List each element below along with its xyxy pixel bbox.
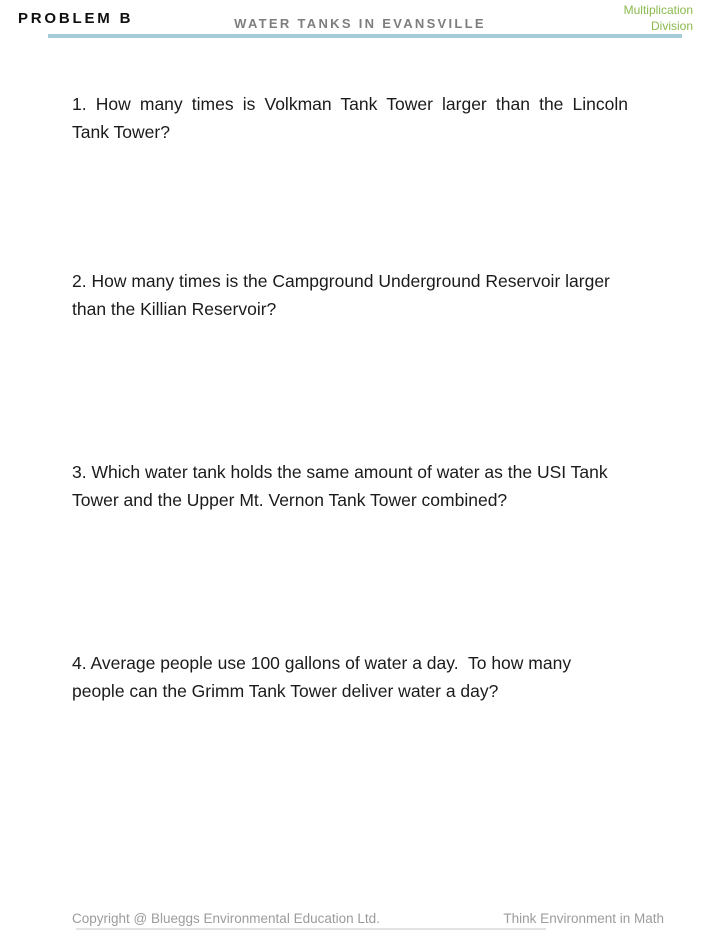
topic-tag-multiplication: Multiplication <box>623 3 693 17</box>
question-1-line-1: 1. How many times is Volkman Tank Tower larger than the Lincoln <box>72 94 628 114</box>
question-3-line-1: 3. Which water tank holds the same amount of water as the USI Tank <box>72 462 608 482</box>
question-2 <box>72 267 652 323</box>
question-4 <box>72 649 652 705</box>
question-2-line-2: than the Killian Reservoir? <box>72 299 277 319</box>
question-4-line-2: people can the Grimm Tank Tower deliver water a day? <box>72 681 499 701</box>
header-rule <box>48 34 682 38</box>
question-1-line-2: Tank Tower? <box>72 122 170 142</box>
question-3 <box>72 458 652 514</box>
page-bottom-edge <box>76 928 546 930</box>
topic-tag-division: Division <box>650 18 693 33</box>
question-2-line-1: 2. How many times is the Campground Underground Reservoir larger <box>72 271 610 291</box>
problem-label: PROBLEM B <box>18 10 134 27</box>
page-title: WATER TANKS IN EVANSVILLE <box>234 16 486 31</box>
series-title-text: Think Environment in Math <box>503 911 664 926</box>
copyright-text: Copyright @ Blueggs Environmental Education Ltd. <box>72 911 380 926</box>
topic-tags <box>624 3 693 34</box>
question-1 <box>72 90 652 146</box>
question-3-line-2: Tower and the Upper Mt. Vernon Tank Tower combined? <box>72 490 508 510</box>
question-4-line-1: 4. Average people use 100 gallons of water a day. To how many <box>72 653 572 673</box>
